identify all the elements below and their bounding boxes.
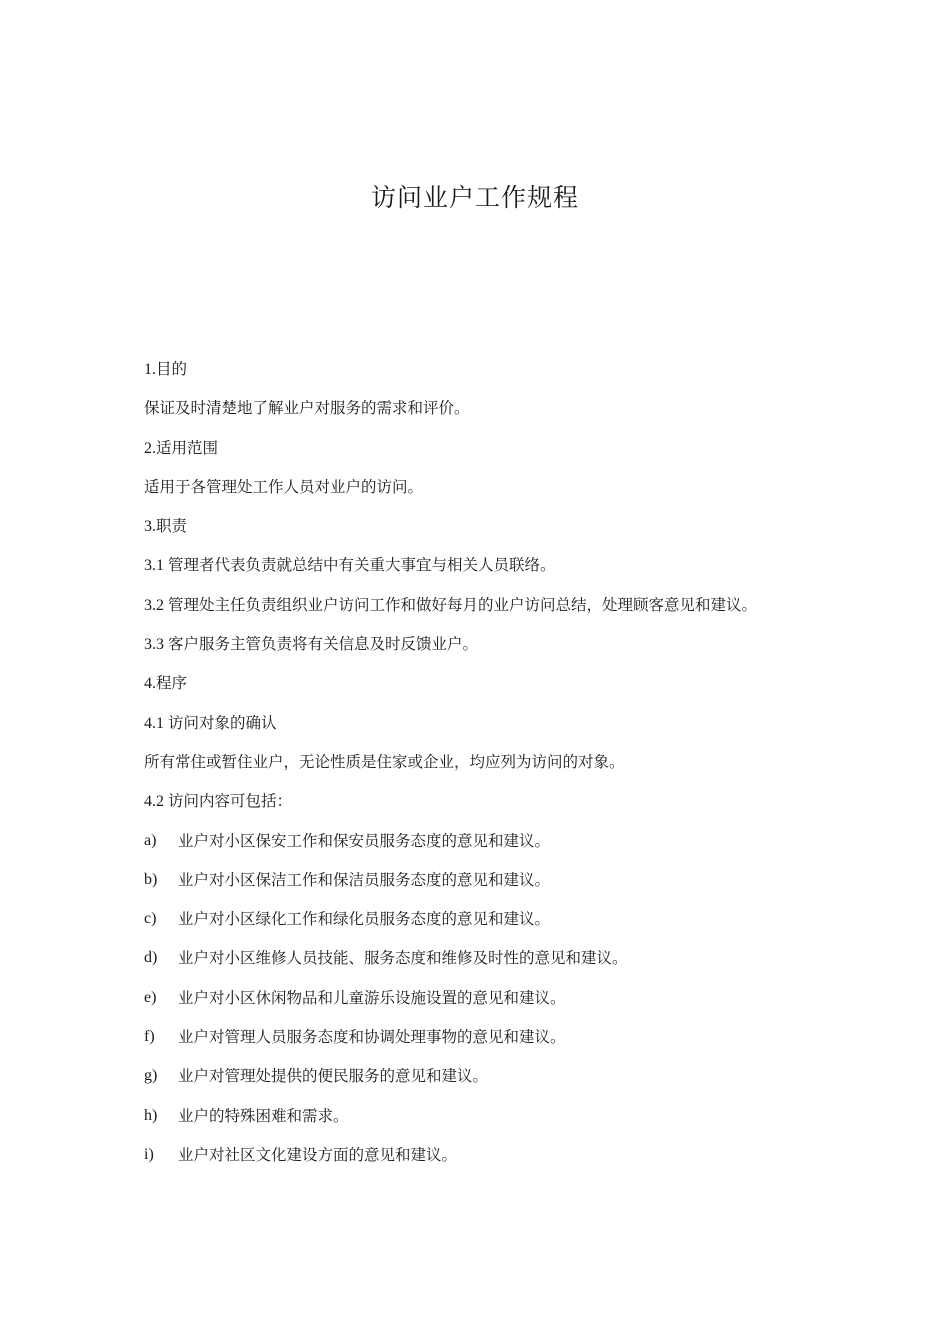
paragraph-scope <box>144 474 844 513</box>
document-body <box>144 356 844 1181</box>
clause-number: 3.1 <box>144 557 168 575</box>
list-item <box>144 1103 844 1142</box>
section-heading-purpose <box>144 356 844 395</box>
section-heading-scope <box>144 435 844 474</box>
section-number: 2. <box>144 439 156 457</box>
section-text: 目的 <box>156 360 188 378</box>
paragraph-purpose <box>144 395 844 434</box>
list-marker: g) <box>144 1067 158 1085</box>
clause-text: 客户服务主管负责将有关信息及时反馈业户。 <box>168 635 479 654</box>
list-item <box>144 828 844 867</box>
clause-4-1 <box>144 710 844 749</box>
section-text: 程序 <box>156 674 188 693</box>
list-item <box>144 945 844 984</box>
clause-number: 4.1 <box>144 714 168 732</box>
clause-text: 管理处主任负责组织业户访问工作和做好每月的业户访问总结，处理顾客意见和建议。 <box>168 595 758 614</box>
paragraph-text: 适用于各管理处工作人员对业户的访问。 <box>144 477 424 496</box>
section-heading-procedure <box>144 670 844 709</box>
clause-3-1 <box>144 552 844 591</box>
section-number: 3. <box>144 518 156 536</box>
clause-3-2 <box>144 592 844 631</box>
list-item <box>144 867 844 906</box>
section-heading-duties <box>144 513 844 552</box>
list-marker: f) <box>144 1028 155 1046</box>
clause-text: 访问内容可包括： <box>168 792 293 811</box>
clause-3-3 <box>144 631 844 670</box>
list-marker: d) <box>144 949 158 967</box>
list-item-text: 业户对小区休闲物品和儿童游乐设施设置的意见和建议。 <box>178 988 566 1007</box>
list-marker: a) <box>144 831 157 849</box>
list-item-text: 业户对社区文化建设方面的意见和建议。 <box>178 1145 458 1164</box>
clause-number: 4.2 <box>144 793 168 811</box>
paragraph-text: 保证及时清楚地了解业户对服务的需求和评价。 <box>144 399 470 418</box>
list-item-text: 业户的特殊困难和需求。 <box>178 1106 349 1125</box>
paragraph-visit-targets <box>144 749 844 788</box>
clause-text: 管理者代表负责就总结中有关重大事宜与相关人员联络。 <box>168 556 556 575</box>
section-number: 1. <box>144 361 156 378</box>
section-text: 职责 <box>156 517 188 536</box>
list-item <box>144 1024 844 1063</box>
list-item-text: 业户对管理处提供的便民服务的意见和建议。 <box>178 1067 489 1086</box>
list-item-text: 业户对小区维修人员技能、服务态度和维修及时性的意见和建议。 <box>178 949 628 968</box>
list-item <box>144 906 844 945</box>
clause-4-2 <box>144 788 844 827</box>
list-marker: h) <box>144 1106 158 1124</box>
clause-number: 3.2 <box>144 596 168 614</box>
list-item-text: 业户对小区保洁工作和保洁员服务态度的意见和建议。 <box>178 870 551 889</box>
clause-number: 3.3 <box>144 636 168 654</box>
list-item <box>144 985 844 1024</box>
list-item-text: 业户对小区保安工作和保安员服务态度的意见和建议。 <box>178 831 551 850</box>
paragraph-text: 所有常住或暂住业户，无论性质是住家或企业，均应列为访问的对象。 <box>144 752 625 771</box>
list-marker: i) <box>144 1145 154 1163</box>
list-item-text: 业户对小区绿化工作和绿化员服务态度的意见和建议。 <box>178 910 551 929</box>
section-number: 4. <box>144 675 156 693</box>
list-item <box>144 1063 844 1102</box>
list-marker: e) <box>144 988 157 1006</box>
list-item <box>144 1142 844 1181</box>
section-text: 适用范围 <box>156 438 219 457</box>
list-marker: c) <box>144 910 157 928</box>
list-marker: b) <box>144 870 158 888</box>
clause-text: 访问对象的确认 <box>168 713 277 732</box>
document-title: 访问业户工作规程 <box>370 183 579 212</box>
list-item-text: 业户对管理人员服务态度和协调处理事物的意见和建议。 <box>178 1028 566 1047</box>
